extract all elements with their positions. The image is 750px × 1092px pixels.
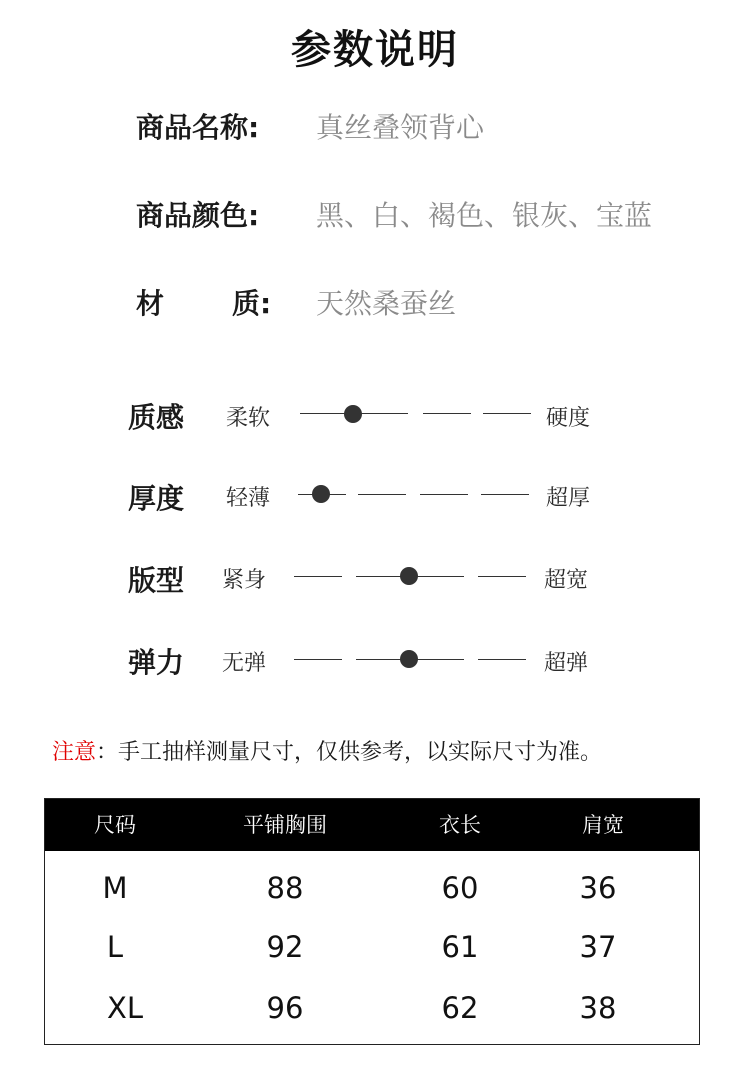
measurement-note	[52, 735, 602, 766]
scale-thickness-indicator	[312, 485, 330, 503]
size-table-header	[45, 799, 699, 851]
material-value: 天然桑蚕丝	[316, 287, 457, 320]
cell-length: 62	[441, 991, 479, 1025]
scale-thickness-segment	[481, 494, 529, 495]
cell-chest: 92	[266, 930, 304, 964]
scale-thickness-right-label: 超厚	[546, 486, 591, 511]
product-name-value: 真丝叠领背心	[316, 111, 485, 144]
cell-shoulder: 37	[579, 930, 617, 964]
scale-thickness-name: 厚度	[128, 482, 185, 515]
cell-size: M	[102, 871, 128, 905]
scale-texture-indicator	[344, 405, 362, 423]
scale-texture-name: 质感	[128, 401, 185, 434]
scale-elasticity-segment	[478, 659, 526, 660]
cell-size: L	[106, 930, 124, 964]
cell-length: 61	[441, 930, 479, 964]
material-label-second: 质:	[232, 287, 272, 320]
scale-elasticity-right-label: 超弹	[544, 651, 589, 676]
cell-size: XL	[106, 991, 144, 1025]
scale-fit-segment	[478, 576, 526, 577]
header-length: 衣长	[439, 813, 481, 837]
scale-fit-segment	[294, 576, 342, 577]
scale-thickness-left-label: 轻薄	[226, 486, 271, 511]
note-text: ：手工抽样测量尺寸，仅供参考，以实际尺寸为准。	[96, 740, 603, 765]
scale-fit-right-label: 超宽	[544, 568, 589, 593]
scale-texture-left-label: 柔软	[226, 406, 271, 431]
size-table	[44, 798, 700, 1045]
header-chest: 平铺胸围	[243, 813, 327, 837]
product-color-label: 商品颜色:	[136, 199, 260, 232]
page-title: 参数说明	[291, 27, 459, 73]
note-prefix: 注意	[52, 740, 97, 765]
cell-length: 60	[441, 871, 479, 905]
scale-thickness-segment	[420, 494, 468, 495]
cell-shoulder: 38	[579, 991, 617, 1025]
scale-texture-segment	[423, 413, 471, 414]
scale-texture-right-label: 硬度	[546, 406, 591, 431]
scale-elasticity-left-label: 无弹	[222, 651, 267, 676]
cell-chest: 96	[266, 991, 304, 1025]
scale-elasticity-segment	[294, 659, 342, 660]
product-name-label: 商品名称:	[136, 111, 260, 144]
scale-thickness-segment	[358, 494, 406, 495]
scale-elasticity-name: 弹力	[128, 646, 185, 679]
scale-fit-indicator	[400, 567, 418, 585]
header-size: 尺码	[94, 813, 136, 837]
scale-fit-left-label: 紧身	[222, 568, 267, 593]
scale-texture-segment	[483, 413, 531, 414]
header-shoulder: 肩宽	[582, 813, 624, 837]
cell-chest: 88	[266, 871, 304, 905]
scale-elasticity-indicator	[400, 650, 418, 668]
scale-fit-name: 版型	[128, 564, 185, 597]
product-color-value: 黑、白、褐色、银灰、宝蓝	[316, 199, 653, 232]
cell-shoulder: 36	[579, 871, 617, 905]
material-label-first: 材	[136, 287, 165, 320]
